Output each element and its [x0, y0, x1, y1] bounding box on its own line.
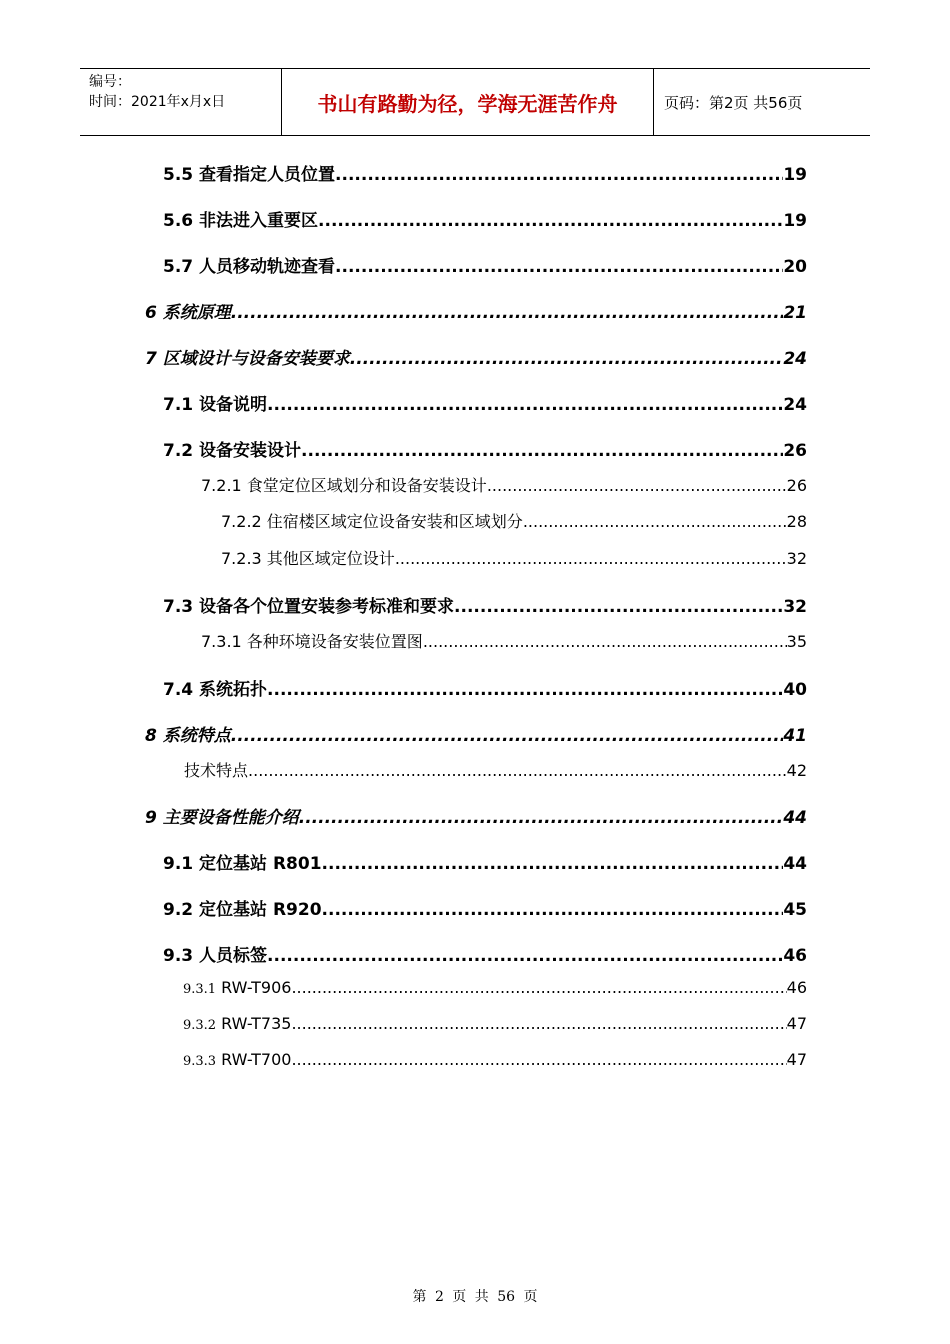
toc-entry[interactable]	[163, 390, 807, 415]
toc-entry[interactable]	[163, 941, 807, 966]
toc-leader	[299, 808, 784, 828]
toc-entry[interactable]	[163, 160, 807, 185]
toc-leader	[231, 726, 784, 746]
toc-entry[interactable]	[184, 758, 807, 781]
toc-page: 47	[786, 1014, 807, 1033]
toc-page: 45	[783, 900, 807, 920]
toc-entry[interactable]	[221, 509, 807, 532]
toc-leader	[291, 1014, 786, 1033]
toc-page: 46	[786, 978, 807, 997]
toc-title: 8 系统特点	[145, 726, 231, 746]
toc-leader	[267, 946, 783, 966]
toc-title: RW-T735	[221, 1014, 292, 1033]
toc-page: 41	[783, 726, 807, 746]
toc-page: 28	[786, 512, 807, 531]
toc-leader	[322, 854, 784, 874]
toc-page: 24	[783, 349, 807, 369]
toc-entry[interactable]	[145, 721, 807, 746]
toc-title: 9.1 定位基站 R801	[163, 854, 322, 874]
header-time-label: 时间：2021年x月x日	[89, 94, 226, 110]
toc-leader	[322, 900, 784, 920]
toc-page: 19	[783, 165, 807, 185]
toc-title: 9.2 定位基站 R920	[163, 900, 322, 920]
toc-title: 7 区域设计与设备安装要求	[145, 349, 350, 369]
toc-number: 9.3.2	[183, 1018, 217, 1033]
toc-entry[interactable]	[221, 546, 807, 569]
toc-entry[interactable]	[145, 298, 807, 323]
toc-number: 9.3.1	[183, 982, 217, 997]
toc-entry[interactable]	[145, 803, 807, 828]
toc-entry[interactable]	[163, 252, 807, 277]
toc-title-group	[183, 1050, 291, 1069]
toc-number: 9.3.3	[183, 1054, 217, 1069]
toc-leader	[248, 761, 787, 780]
header-motto: 书山有路勤为径，学海无涯苦作舟	[282, 69, 654, 135]
toc-page: 32	[783, 597, 807, 617]
toc-title: 5.7 人员移动轨迹查看	[163, 257, 336, 277]
toc-entry[interactable]	[183, 1050, 807, 1069]
toc-title: 5.5 查看指定人员位置	[163, 165, 336, 185]
toc-page: 21	[783, 303, 807, 323]
toc-page: 44	[783, 854, 807, 874]
toc-entry[interactable]	[163, 206, 807, 231]
toc-page: 32	[786, 549, 807, 568]
header-number-label: 编号：	[89, 74, 131, 90]
toc-leader	[291, 1050, 786, 1069]
toc-page: 46	[783, 946, 807, 966]
toc-page: 19	[783, 211, 807, 231]
toc-entry[interactable]	[145, 344, 807, 369]
page-footer: 第 2 页 共 56 页	[412, 1289, 538, 1305]
toc-title: 7.2 设备安装设计	[163, 441, 302, 461]
toc-title: 7.4 系统拓扑	[163, 680, 268, 700]
toc-title: 7.3 设备各个位置安装参考标准和要求	[163, 597, 455, 617]
toc-title: 5.6 非法进入重要区	[163, 211, 319, 231]
toc-page: 26	[783, 441, 807, 461]
toc-leader	[301, 441, 783, 461]
toc-title: RW-T700	[221, 1050, 292, 1069]
header-page-info: 页码：第2页 共56页	[664, 93, 803, 112]
toc-entry[interactable]	[163, 592, 807, 617]
toc-title: 7.3.1 各种环境设备安装位置图	[201, 632, 423, 651]
toc-leader	[318, 211, 783, 231]
toc-page: 26	[786, 476, 807, 495]
toc-title: 7.2.1 食堂定位区域划分和设备安装设计	[201, 476, 487, 495]
toc-title: 7.1 设备说明	[163, 395, 268, 415]
toc-title: 6 系统原理	[145, 303, 231, 323]
toc-leader	[291, 978, 786, 997]
toc-entry[interactable]	[201, 473, 807, 496]
toc-entry[interactable]	[201, 629, 807, 652]
toc-entry[interactable]	[183, 1014, 807, 1033]
toc-title: 9 主要设备性能介绍	[145, 808, 299, 828]
toc-title: 9.3 人员标签	[163, 946, 268, 966]
toc-leader	[523, 512, 787, 531]
toc-title: 技术特点	[184, 761, 249, 780]
toc-title: 7.2.2 住宿楼区域定位设备安装和区域划分	[221, 512, 523, 531]
toc-page: 20	[783, 257, 807, 277]
toc-entry[interactable]	[163, 675, 807, 700]
toc-entry[interactable]	[163, 436, 807, 461]
toc-title-group	[183, 1014, 291, 1033]
toc-page: 44	[783, 808, 807, 828]
toc-leader	[395, 549, 787, 568]
toc-title: 7.2.3 其他区域定位设计	[221, 549, 395, 568]
toc-page: 47	[786, 1050, 807, 1069]
toc-entry[interactable]	[183, 978, 807, 997]
toc-leader	[487, 476, 787, 495]
toc-page: 40	[783, 680, 807, 700]
toc-page: 35	[786, 632, 807, 651]
toc-leader	[267, 395, 783, 415]
toc-leader	[335, 165, 783, 185]
toc-title-group	[183, 978, 291, 997]
toc-entry[interactable]	[163, 895, 807, 920]
toc-page: 24	[783, 395, 807, 415]
toc-leader	[267, 680, 783, 700]
toc-entry[interactable]	[163, 849, 807, 874]
toc-leader	[231, 303, 784, 323]
toc-leader	[454, 597, 783, 617]
toc-leader	[350, 349, 784, 369]
toc-title: RW-T906	[221, 978, 292, 997]
toc-leader	[335, 257, 783, 277]
toc-leader	[423, 632, 787, 651]
toc-page: 42	[786, 761, 807, 780]
